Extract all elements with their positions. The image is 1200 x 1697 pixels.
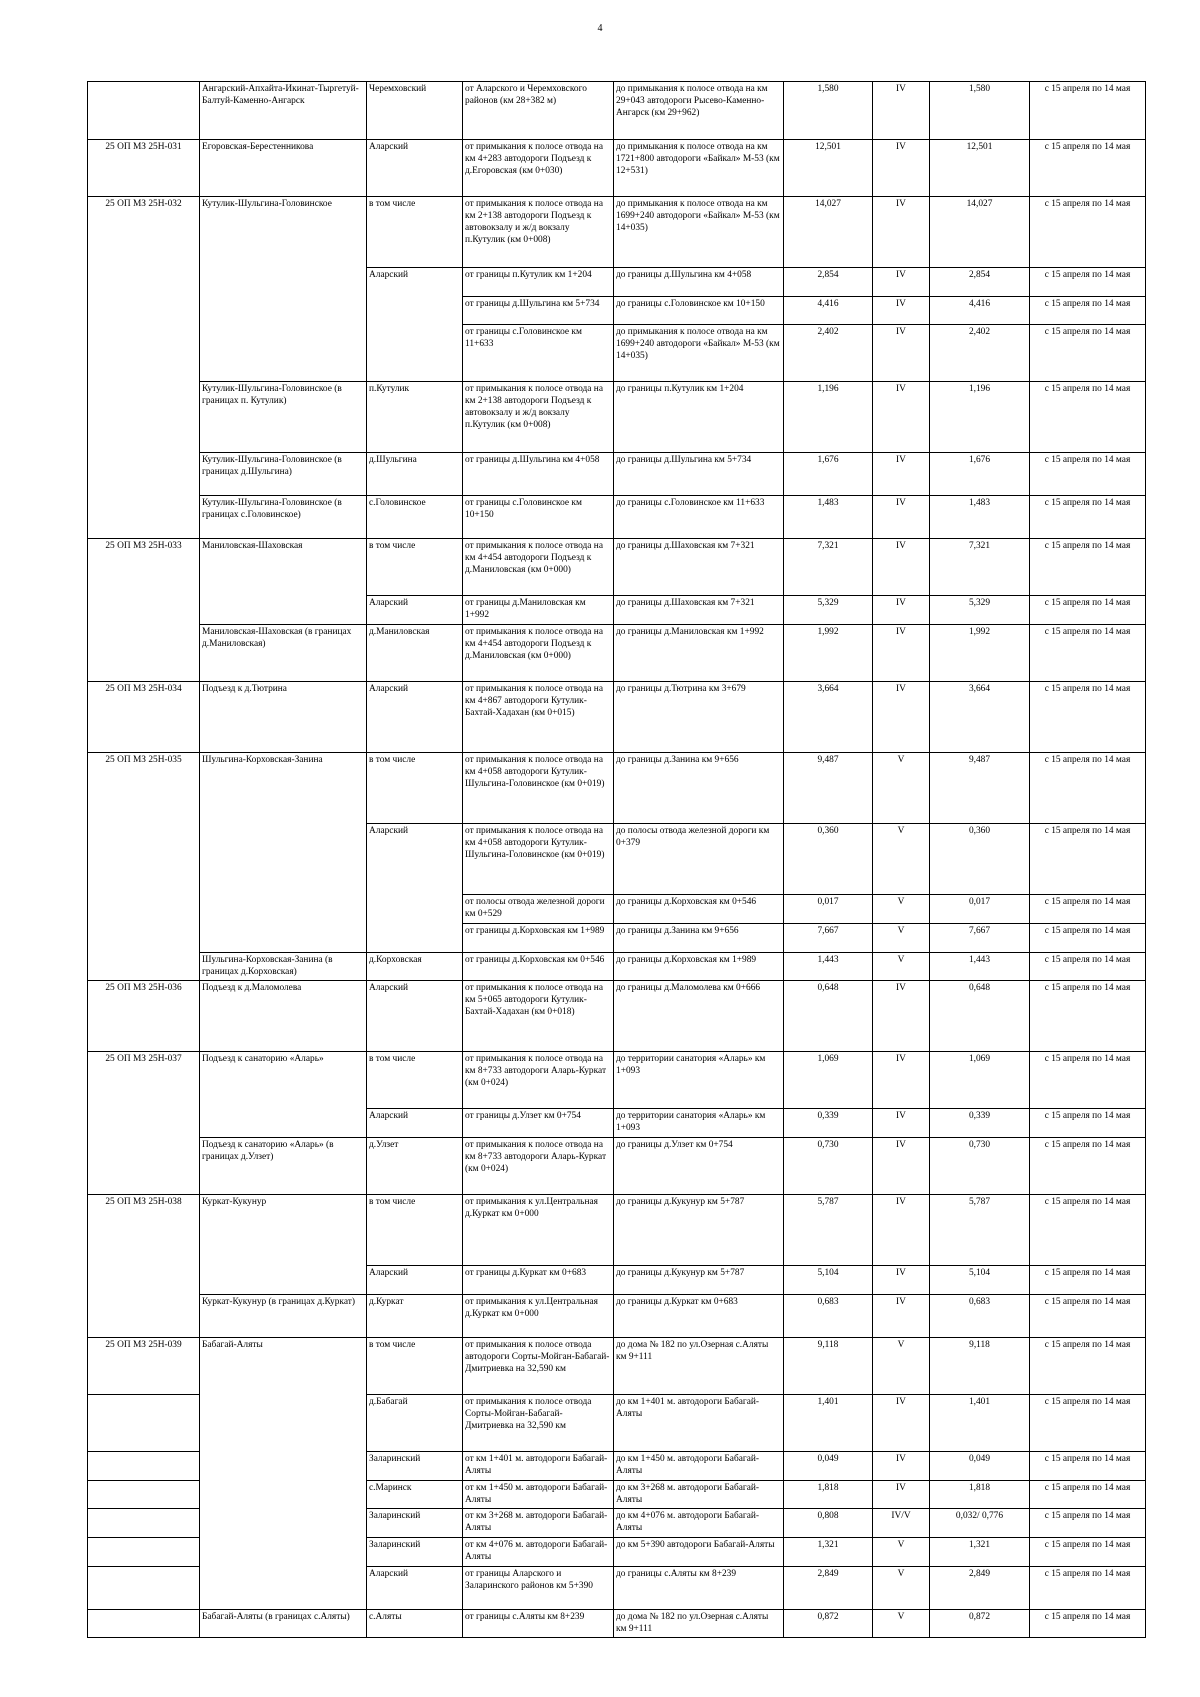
restriction-period-cell: с 15 апреля по 14 мая — [1030, 325, 1146, 382]
restricted-length-km-cell: 3,664 — [930, 682, 1030, 753]
length-km-cell: 7,321 — [784, 539, 873, 596]
district-cell: Заларинский — [367, 1452, 463, 1481]
restriction-period-cell: с 15 апреля по 14 мая — [1030, 824, 1146, 895]
segment-start-cell: от км 1+450 м. автодороги Бабагай-Аляты — [463, 1481, 614, 1509]
restricted-length-km-cell: 14,027 — [930, 197, 1030, 268]
table-row — [88, 1195, 1146, 1266]
length-km-cell: 0,872 — [784, 1610, 873, 1638]
segment-start-cell: от км 1+401 м. автодороги Бабагай-Аляты — [463, 1452, 614, 1481]
district-cell: д.Куркат — [367, 1295, 463, 1338]
segment-end-cell: до границы д.Занина км 9+656 — [614, 924, 784, 953]
road-category-cell: IV — [873, 1138, 930, 1195]
road-code-cell — [88, 82, 200, 140]
restriction-period-cell: с 15 апреля по 14 мая — [1030, 895, 1146, 924]
restriction-period-cell: с 15 апреля по 14 мая — [1030, 1567, 1146, 1610]
restriction-period-cell: с 15 апреля по 14 мая — [1030, 953, 1146, 981]
road-category-cell: V — [873, 924, 930, 953]
road-name-cell: Подъезд к д.Маломолева — [200, 981, 367, 1052]
restricted-length-km-cell: 0,049 — [930, 1452, 1030, 1481]
road-category-cell: IV — [873, 1395, 930, 1452]
length-km-cell: 1,992 — [784, 625, 873, 682]
district-cell: д.Маниловская — [367, 625, 463, 682]
road-category-cell: IV — [873, 1266, 930, 1295]
road-category-cell: IV — [873, 140, 930, 197]
segment-start-cell: от границы д.Шульгина км 5+734 — [463, 297, 614, 325]
district-cell: п.Кутулик — [367, 382, 463, 453]
restriction-period-cell: с 15 апреля по 14 мая — [1030, 682, 1146, 753]
restriction-period-cell: с 15 апреля по 14 мая — [1030, 981, 1146, 1052]
segment-start-cell: от км 3+268 м. автодороги Бабагай-Аляты — [463, 1509, 614, 1538]
road-code-cell — [88, 1481, 200, 1509]
restriction-period-cell: с 15 апреля по 14 мая — [1030, 924, 1146, 953]
road-name-cell: Кутулик-Шульгина-Головинское (в границах с.Головинское) — [200, 496, 367, 539]
segment-end-cell: до границы д.Тютрина км 3+679 — [614, 682, 784, 753]
length-km-cell: 0,648 — [784, 981, 873, 1052]
district-cell: в том числе — [367, 1052, 463, 1109]
length-km-cell: 1,069 — [784, 1052, 873, 1109]
segment-end-cell: до границы д.Маниловская км 1+992 — [614, 625, 784, 682]
length-km-cell: 1,443 — [784, 953, 873, 981]
segment-end-cell: до км 1+450 м. автодороги Бабагай-Аляты — [614, 1452, 784, 1481]
length-km-cell: 0,683 — [784, 1295, 873, 1338]
segment-end-cell: до границы с.Головинское км 10+150 — [614, 297, 784, 325]
restriction-period-cell: с 15 апреля по 14 мая — [1030, 1481, 1146, 1509]
restricted-length-km-cell: 0,648 — [930, 981, 1030, 1052]
restriction-period-cell: с 15 апреля по 14 мая — [1030, 1610, 1146, 1638]
segment-start-cell: от примыкания к полосе отвода на км 4+454 автодороги Подъезд к д.Маниловская (км 0+000) — [463, 625, 614, 682]
road-category-cell: IV — [873, 596, 930, 625]
segment-start-cell: от границы д.Куркат км 0+683 — [463, 1266, 614, 1295]
table-row — [88, 981, 1146, 1052]
road-category-cell: IV — [873, 1109, 930, 1138]
length-km-cell: 1,580 — [784, 82, 873, 140]
road-code-cell: 25 ОП МЗ 25Н-035 — [88, 753, 200, 981]
length-km-cell: 0,049 — [784, 1452, 873, 1481]
district-cell: Аларский — [367, 1567, 463, 1610]
length-km-cell: 1,818 — [784, 1481, 873, 1509]
road-code-cell — [88, 1567, 200, 1610]
segment-end-cell: до границы д.Шульгина км 4+058 — [614, 268, 784, 297]
district-cell: Заларинский — [367, 1509, 463, 1538]
segment-end-cell: до дома № 182 по ул.Озерная с.Аляты км 9+111 — [614, 1338, 784, 1395]
restricted-length-km-cell: 0,872 — [930, 1610, 1030, 1638]
restricted-length-km-cell: 1,992 — [930, 625, 1030, 682]
road-category-cell: IV — [873, 197, 930, 268]
roads-table — [87, 81, 1146, 1638]
restriction-period-cell: с 15 апреля по 14 мая — [1030, 1138, 1146, 1195]
length-km-cell: 0,730 — [784, 1138, 873, 1195]
length-km-cell: 0,808 — [784, 1509, 873, 1538]
segment-start-cell: от примыкания к полосе отвода на км 2+138 автодороги Подъезд к автовокзалу и ж/д вокзалу п.Кутулик (км 0+008) — [463, 197, 614, 268]
segment-end-cell: до границы с.Аляты км 8+239 — [614, 1567, 784, 1610]
road-name-cell: Подъезд к санаторию «Аларь» (в границах д.Улзет) — [200, 1138, 367, 1195]
road-code-cell — [88, 1452, 200, 1481]
segment-start-cell: от примыкания к полосе отвода на км 4+058 автодороги Кутулик-Шульгина-Головинское (км 0+019) — [463, 753, 614, 824]
segment-end-cell: до границы с.Головинское км 11+633 — [614, 496, 784, 539]
restriction-period-cell: с 15 апреля по 14 мая — [1030, 382, 1146, 453]
segment-start-cell: от границы д.Улзет км 0+754 — [463, 1109, 614, 1138]
segment-start-cell: от границы Аларского и Заларинского районов км 5+390 — [463, 1567, 614, 1610]
table-row — [88, 953, 1146, 981]
restricted-length-km-cell: 2,854 — [930, 268, 1030, 297]
district-cell: Аларский — [367, 981, 463, 1052]
road-code-cell: 25 ОП МЗ 25Н-037 — [88, 1052, 200, 1195]
road-code-cell — [88, 1395, 200, 1452]
road-category-cell: V — [873, 1610, 930, 1638]
road-category-cell: IV — [873, 682, 930, 753]
restricted-length-km-cell: 0,360 — [930, 824, 1030, 895]
restricted-length-km-cell: 1,069 — [930, 1052, 1030, 1109]
restriction-period-cell: с 15 апреля по 14 мая — [1030, 453, 1146, 496]
restricted-length-km-cell: 1,196 — [930, 382, 1030, 453]
length-km-cell: 9,118 — [784, 1338, 873, 1395]
road-category-cell: IV — [873, 539, 930, 596]
table-row — [88, 197, 1146, 268]
length-km-cell: 0,360 — [784, 824, 873, 895]
road-category-cell: IV — [873, 1195, 930, 1266]
length-km-cell: 3,664 — [784, 682, 873, 753]
length-km-cell: 2,402 — [784, 325, 873, 382]
road-name-cell: Бабагай-Аляты (в границах с.Аляты) — [200, 1610, 367, 1638]
district-cell: Черемховский — [367, 82, 463, 140]
length-km-cell: 12,501 — [784, 140, 873, 197]
road-category-cell: IV — [873, 1481, 930, 1509]
road-name-cell: Бабагай-Аляты — [200, 1338, 367, 1610]
restricted-length-km-cell: 7,667 — [930, 924, 1030, 953]
district-cell: в том числе — [367, 753, 463, 824]
table-row — [88, 1052, 1146, 1109]
district-cell: Аларский — [367, 682, 463, 753]
segment-end-cell: до примыкания к полосе отвода на км 1721+800 автодороги «Байкал» М-53 (км 12+531) — [614, 140, 784, 197]
restriction-period-cell: с 15 апреля по 14 мая — [1030, 1295, 1146, 1338]
segment-end-cell: до км 5+390 автодороги Бабагай-Аляты — [614, 1538, 784, 1567]
restriction-period-cell: с 15 апреля по 14 мая — [1030, 496, 1146, 539]
district-cell: с.Аляты — [367, 1610, 463, 1638]
restricted-length-km-cell: 1,321 — [930, 1538, 1030, 1567]
restricted-length-km-cell: 1,676 — [930, 453, 1030, 496]
district-cell: в том числе — [367, 197, 463, 268]
table-row — [88, 625, 1146, 682]
segment-end-cell: до границы д.Кукунур км 5+787 — [614, 1195, 784, 1266]
segment-end-cell: до границы д.Шаховская км 7+321 — [614, 539, 784, 596]
road-name-cell: Кутулик-Шульгина-Головинское — [200, 197, 367, 382]
road-category-cell: V — [873, 1538, 930, 1567]
road-name-cell: Подъезд к санаторию «Аларь» — [200, 1052, 367, 1138]
restricted-length-km-cell: 1,443 — [930, 953, 1030, 981]
restricted-length-km-cell: 5,787 — [930, 1195, 1030, 1266]
segment-end-cell: до примыкания к полосе отвода на км 29+043 автодороги Рысево-Каменно-Ангарск (км 29+962) — [614, 82, 784, 140]
table-row — [88, 382, 1146, 453]
length-km-cell: 2,849 — [784, 1567, 873, 1610]
restricted-length-km-cell: 0,032/ 0,776 — [930, 1509, 1030, 1538]
table-row — [88, 1338, 1146, 1395]
restricted-length-km-cell: 0,339 — [930, 1109, 1030, 1138]
segment-start-cell: от границы с.Аляты км 8+239 — [463, 1610, 614, 1638]
restriction-period-cell: с 15 апреля по 14 мая — [1030, 140, 1146, 197]
road-code-cell: 25 ОП МЗ 25Н-033 — [88, 539, 200, 682]
road-category-cell: V — [873, 1567, 930, 1610]
segment-start-cell: от границы с.Головинское км 10+150 — [463, 496, 614, 539]
road-code-cell: 25 ОП МЗ 25Н-034 — [88, 682, 200, 753]
district-cell: Аларский — [367, 1266, 463, 1295]
segment-start-cell: от примыкания к ул.Центральная д.Куркат км 0+000 — [463, 1195, 614, 1266]
road-category-cell: V — [873, 824, 930, 895]
segment-end-cell: до км 3+268 м. автодороги Бабагай-Аляты — [614, 1481, 784, 1509]
restricted-length-km-cell: 5,104 — [930, 1266, 1030, 1295]
segment-start-cell: от примыкания к полосе отвода на км 2+138 автодороги Подъезд к автовокзалу и ж/д вокзалу п.Кутулик (км 0+008) — [463, 382, 614, 453]
segment-start-cell: от границы п.Кутулик км 1+204 — [463, 268, 614, 297]
district-cell: д.Бабагай — [367, 1395, 463, 1452]
segment-start-cell: от примыкания к полосе отвода на км 4+454 автодороги Подъезд к д.Маниловская (км 0+000) — [463, 539, 614, 596]
restriction-period-cell: с 15 апреля по 14 мая — [1030, 1452, 1146, 1481]
segment-start-cell: от примыкания к полосе отвода автодороги Сорты-Мойган-Бабагай-Дмитриевка на 32,590 км — [463, 1338, 614, 1395]
segment-end-cell: до км 1+401 м. автодороги Бабагай-Аляты — [614, 1395, 784, 1452]
restriction-period-cell: с 15 апреля по 14 мая — [1030, 297, 1146, 325]
segment-end-cell: до примыкания к полосе отвода на км 1699+240 автодороги «Байкал» М-53 (км 14+035) — [614, 197, 784, 268]
road-category-cell: IV — [873, 325, 930, 382]
road-code-cell — [88, 1610, 200, 1638]
restricted-length-km-cell: 7,321 — [930, 539, 1030, 596]
segment-end-cell: до км 4+076 м. автодороги Бабагай-Аляты — [614, 1509, 784, 1538]
table-row — [88, 539, 1146, 596]
road-code-cell: 25 ОП МЗ 25Н-039 — [88, 1338, 200, 1395]
table-row — [88, 1610, 1146, 1638]
road-code-cell: 25 ОП МЗ 25Н-036 — [88, 981, 200, 1052]
table-row — [88, 753, 1146, 824]
road-category-cell: IV — [873, 1295, 930, 1338]
district-cell: Заларинский — [367, 1538, 463, 1567]
table-row — [88, 453, 1146, 496]
road-code-cell — [88, 1509, 200, 1538]
road-code-cell — [88, 1538, 200, 1567]
restriction-period-cell: с 15 апреля по 14 мая — [1030, 1195, 1146, 1266]
road-name-cell: Егоровская-Берестенникова — [200, 140, 367, 197]
length-km-cell: 4,416 — [784, 297, 873, 325]
segment-start-cell: от полосы отвода железной дороги км 0+529 — [463, 895, 614, 924]
road-code-cell: 25 ОП МЗ 25Н-038 — [88, 1195, 200, 1338]
segment-start-cell: от примыкания к полосе отвода на км 4+867 автодороги Кутулик-Бахтай-Хадахан (км 0+015) — [463, 682, 614, 753]
segment-start-cell: от примыкания к полосе отвода на км 5+065 автодороги Кутулик-Бахтай-Хадахан (км 0+018) — [463, 981, 614, 1052]
restriction-period-cell: с 15 апреля по 14 мая — [1030, 1266, 1146, 1295]
table-row — [88, 1138, 1146, 1195]
segment-end-cell: до территории санатория «Аларь» км 1+093 — [614, 1052, 784, 1109]
segment-start-cell: от примыкания к полосе отвода Сорты-Мойган-Бабагай-Дмитриевка на 32,590 км — [463, 1395, 614, 1452]
length-km-cell: 5,104 — [784, 1266, 873, 1295]
road-category-cell: IV/V — [873, 1509, 930, 1538]
road-category-cell: IV — [873, 1452, 930, 1481]
road-category-cell: IV — [873, 981, 930, 1052]
segment-start-cell: от км 4+076 м. автодороги Бабагай-Аляты — [463, 1538, 614, 1567]
table-row — [88, 140, 1146, 197]
restricted-length-km-cell: 0,730 — [930, 1138, 1030, 1195]
district-cell: д.Шульгина — [367, 453, 463, 496]
segment-start-cell: от границы д.Шульгина км 4+058 — [463, 453, 614, 496]
table-row — [88, 496, 1146, 539]
restriction-period-cell: с 15 апреля по 14 мая — [1030, 1509, 1146, 1538]
district-cell: с.Маринск — [367, 1481, 463, 1509]
restricted-length-km-cell: 2,402 — [930, 325, 1030, 382]
road-category-cell: IV — [873, 297, 930, 325]
length-km-cell: 1,321 — [784, 1538, 873, 1567]
restriction-period-cell: с 15 апреля по 14 мая — [1030, 753, 1146, 824]
segment-start-cell: от примыкания к полосе отвода на км 4+058 автодороги Кутулик-Шульгина-Головинское (км 0+019) — [463, 824, 614, 895]
length-km-cell: 0,017 — [784, 895, 873, 924]
segment-start-cell: от границы с.Головинское км 11+633 — [463, 325, 614, 382]
district-cell: Аларский — [367, 268, 463, 382]
page-number: 4 — [597, 23, 603, 34]
segment-start-cell: от границы д.Корховская км 0+546 — [463, 953, 614, 981]
restricted-length-km-cell: 0,683 — [930, 1295, 1030, 1338]
road-category-cell: IV — [873, 496, 930, 539]
segment-start-cell: от границы д.Маниловская км 1+992 — [463, 596, 614, 625]
restriction-period-cell: с 15 апреля по 14 мая — [1030, 1052, 1146, 1109]
segment-start-cell: от примыкания к полосе отвода на км 8+733 автодороги Аларь-Куркат (км 0+024) — [463, 1138, 614, 1195]
district-cell: Аларский — [367, 1109, 463, 1138]
roads-table-body — [88, 82, 1146, 1638]
table-row — [88, 1295, 1146, 1338]
restricted-length-km-cell: 1,818 — [930, 1481, 1030, 1509]
segment-end-cell: до примыкания к полосе отвода на км 1699+240 автодороги «Байкал» М-53 (км 14+035) — [614, 325, 784, 382]
road-name-cell: Маниловская-Шаховская — [200, 539, 367, 625]
road-category-cell: V — [873, 953, 930, 981]
district-cell: Аларский — [367, 140, 463, 197]
length-km-cell: 1,676 — [784, 453, 873, 496]
segment-start-cell: от границы д.Корховская км 1+989 — [463, 924, 614, 953]
road-name-cell: Подъезд к д.Тютрина — [200, 682, 367, 753]
district-cell: в том числе — [367, 539, 463, 596]
district-cell: с.Головинское — [367, 496, 463, 539]
road-code-cell: 25 ОП МЗ 25Н-031 — [88, 140, 200, 197]
segment-end-cell: до границы д.Корховская км 0+546 — [614, 895, 784, 924]
road-category-cell: IV — [873, 382, 930, 453]
road-name-cell: Шульгина-Корховская-Занина (в границах д.Корховская) — [200, 953, 367, 981]
segment-end-cell: до границы д.Кукунур км 5+787 — [614, 1266, 784, 1295]
district-cell: Аларский — [367, 596, 463, 625]
segment-end-cell: до границы д.Шаховская км 7+321 — [614, 596, 784, 625]
segment-end-cell: до границы п.Кутулик км 1+204 — [614, 382, 784, 453]
restricted-length-km-cell: 5,329 — [930, 596, 1030, 625]
road-category-cell: IV — [873, 268, 930, 297]
length-km-cell: 1,401 — [784, 1395, 873, 1452]
segment-start-cell: от примыкания к полосе отвода на км 4+283 автодороги Подъезд к д.Егоровская (км 0+030) — [463, 140, 614, 197]
district-cell: д.Корховская — [367, 953, 463, 981]
road-name-cell: Кутулик-Шульгина-Головинское (в границах п. Кутулик) — [200, 382, 367, 453]
segment-start-cell: от Аларского и Черемховского районов (км 28+382 м) — [463, 82, 614, 140]
length-km-cell: 0,339 — [784, 1109, 873, 1138]
restriction-period-cell: с 15 апреля по 14 мая — [1030, 1338, 1146, 1395]
district-cell: д.Улзет — [367, 1138, 463, 1195]
restriction-period-cell: с 15 апреля по 14 мая — [1030, 539, 1146, 596]
length-km-cell: 1,196 — [784, 382, 873, 453]
segment-end-cell: до границы д.Занина км 9+656 — [614, 753, 784, 824]
road-category-cell: IV — [873, 82, 930, 140]
restricted-length-km-cell: 2,849 — [930, 1567, 1030, 1610]
segment-end-cell: до границы д.Маломолева км 0+666 — [614, 981, 784, 1052]
restricted-length-km-cell: 1,401 — [930, 1395, 1030, 1452]
segment-end-cell: до границы д.Улзет км 0+754 — [614, 1138, 784, 1195]
restricted-length-km-cell: 12,501 — [930, 140, 1030, 197]
district-cell: в том числе — [367, 1195, 463, 1266]
road-name-cell: Маниловская-Шаховская (в границах д.Маниловская) — [200, 625, 367, 682]
length-km-cell: 5,329 — [784, 596, 873, 625]
length-km-cell: 9,487 — [784, 753, 873, 824]
road-name-cell: Шульгина-Корховская-Занина — [200, 753, 367, 953]
road-name-cell: Ангарский-Апхайта-Икинат-Тыргетуй-Балтуй-Каменно-Ангарск — [200, 82, 367, 140]
restriction-period-cell: с 15 апреля по 14 мая — [1030, 596, 1146, 625]
segment-end-cell: до границы д.Куркат км 0+683 — [614, 1295, 784, 1338]
restricted-length-km-cell: 0,017 — [930, 895, 1030, 924]
length-km-cell: 5,787 — [784, 1195, 873, 1266]
segment-start-cell: от примыкания к полосе отвода на км 8+733 автодороги Аларь-Куркат (км 0+024) — [463, 1052, 614, 1109]
road-category-cell: V — [873, 895, 930, 924]
restriction-period-cell: с 15 апреля по 14 мая — [1030, 197, 1146, 268]
length-km-cell: 7,667 — [784, 924, 873, 953]
restricted-length-km-cell: 4,416 — [930, 297, 1030, 325]
segment-start-cell: от примыкания к ул.Центральная д.Куркат км 0+000 — [463, 1295, 614, 1338]
restricted-length-km-cell: 1,580 — [930, 82, 1030, 140]
segment-end-cell: до дома № 182 по ул.Озерная с.Аляты км 9+111 — [614, 1610, 784, 1638]
district-cell: Аларский — [367, 824, 463, 953]
segment-end-cell: до границы д.Корховская км 1+989 — [614, 953, 784, 981]
length-km-cell: 1,483 — [784, 496, 873, 539]
road-code-cell: 25 ОП МЗ 25Н-032 — [88, 197, 200, 539]
restriction-period-cell: с 15 апреля по 14 мая — [1030, 625, 1146, 682]
road-name-cell: Куркат-Кукунур — [200, 1195, 367, 1295]
road-category-cell: V — [873, 1338, 930, 1395]
road-name-cell: Кутулик-Шульгина-Головинское (в границах д.Шульгина) — [200, 453, 367, 496]
segment-end-cell: до территории санатория «Аларь» км 1+093 — [614, 1109, 784, 1138]
restriction-period-cell: с 15 апреля по 14 мая — [1030, 268, 1146, 297]
table-row — [88, 82, 1146, 140]
restriction-period-cell: с 15 апреля по 14 мая — [1030, 1538, 1146, 1567]
segment-end-cell: до границы д.Шульгина км 5+734 — [614, 453, 784, 496]
restricted-length-km-cell: 1,483 — [930, 496, 1030, 539]
road-name-cell: Куркат-Кукунур (в границах д.Куркат) — [200, 1295, 367, 1338]
district-cell: в том числе — [367, 1338, 463, 1395]
road-category-cell: IV — [873, 453, 930, 496]
road-category-cell: IV — [873, 625, 930, 682]
length-km-cell: 14,027 — [784, 197, 873, 268]
restriction-period-cell: с 15 апреля по 14 мая — [1030, 82, 1146, 140]
restriction-period-cell: с 15 апреля по 14 мая — [1030, 1109, 1146, 1138]
segment-end-cell: до полосы отвода железной дороги км 0+379 — [614, 824, 784, 895]
road-category-cell: IV — [873, 1052, 930, 1109]
road-category-cell: V — [873, 753, 930, 824]
restriction-period-cell: с 15 апреля по 14 мая — [1030, 1395, 1146, 1452]
restricted-length-km-cell: 9,487 — [930, 753, 1030, 824]
restricted-length-km-cell: 9,118 — [930, 1338, 1030, 1395]
table-row — [88, 682, 1146, 753]
length-km-cell: 2,854 — [784, 268, 873, 297]
